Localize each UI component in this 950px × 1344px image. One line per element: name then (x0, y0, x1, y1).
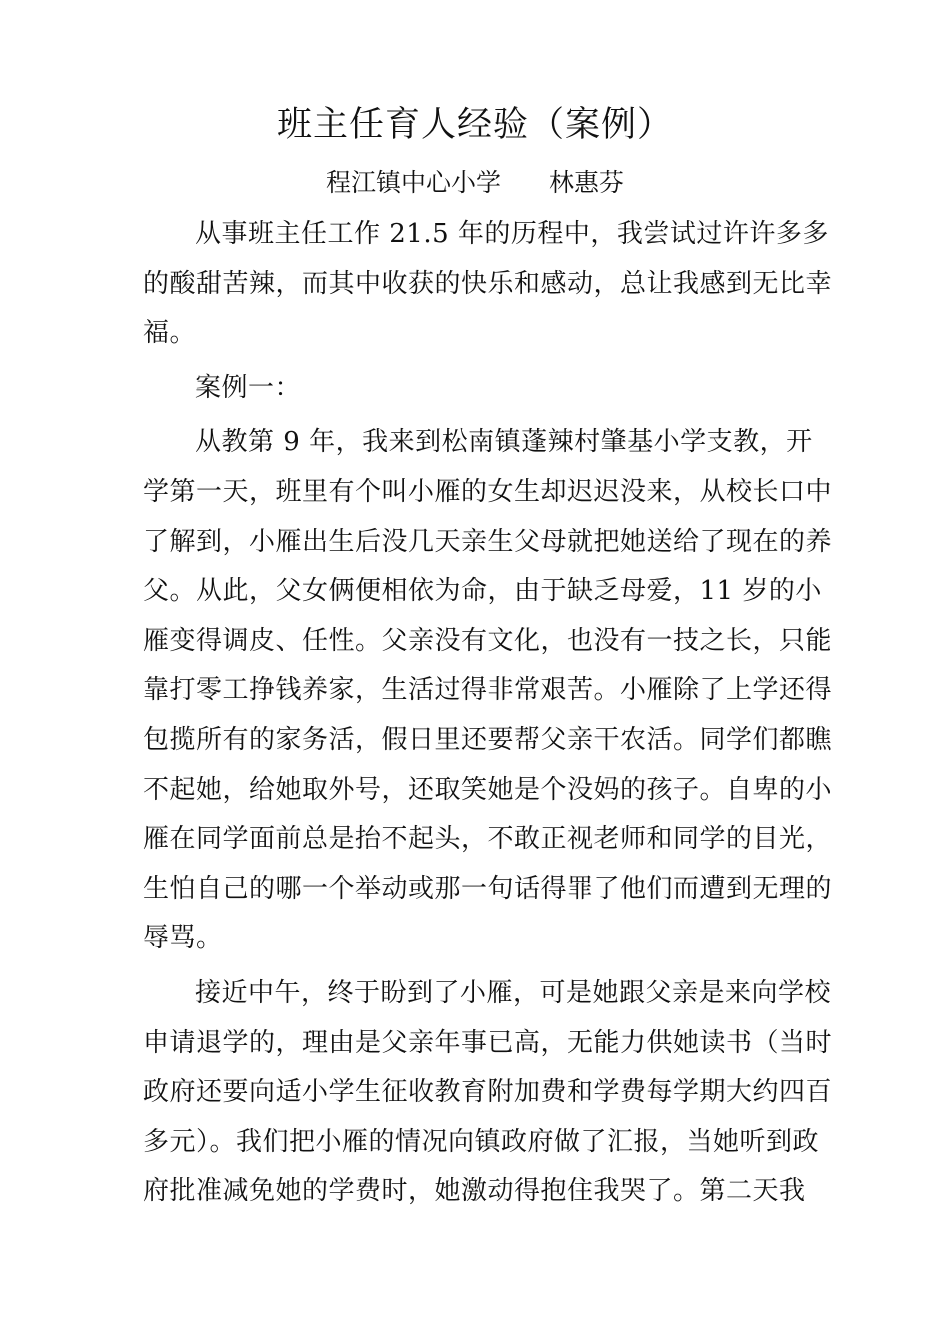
document-body (143, 210, 838, 1222)
paragraph-case-continued: 接近中午，终于盼到了小雁，可是她跟父亲是来向学校申请退学的，理由是父亲年事已高，无能力供她读书（当时政府还要向适小学生征收教育附加费和学费每学期大约四百多元）。我们把小雁的情况向镇政府做了汇报，当她听到政府批准减免她的学费时，她激动得抱住我哭了。第二天我 (143, 977, 833, 1207)
paragraph-case-story: 从教第 9 年，我来到松南镇蓬辣村肇基小学支教，开学第一天，班里有个叫小雁的女生却迟迟没来，从校长口中了解到，小雁出生后没几天亲生父母就把她送给了现在的养父。从此，父女俩便相依为命，由于缺乏母爱，11 岁的小雁变得调皮、任性。父亲没有文化，也没有一技之长，只能靠打零工挣钱养家，生活过得非常艰苦。小雁除了上学还得包揽所有的家务活，假日里还要帮父亲干农活。同学们都瞧不起她，给她取外号，还取笑她是个没妈的孩子。自卑的小雁在同学面前总是抬不起头，不敢正视老师和同学的目光，生怕自己的哪一个举动或那一句话得罪了他们而遭到无理的辱骂。 (143, 427, 833, 954)
school-name: 程江镇中心小学 (325, 168, 501, 197)
document-title: 班主任育人经验（案例） (276, 105, 673, 145)
paragraph-intro: 从事班主任工作 21.5 年的历程中，我尝试过许许多多的酸甜苦辣，而其中收获的快乐和感动，总让我感到无比幸福。 (143, 219, 833, 349)
byline (0, 163, 950, 203)
paragraph-case-heading: 案例一： (195, 372, 302, 403)
author-name: 林惠芬 (549, 168, 625, 197)
